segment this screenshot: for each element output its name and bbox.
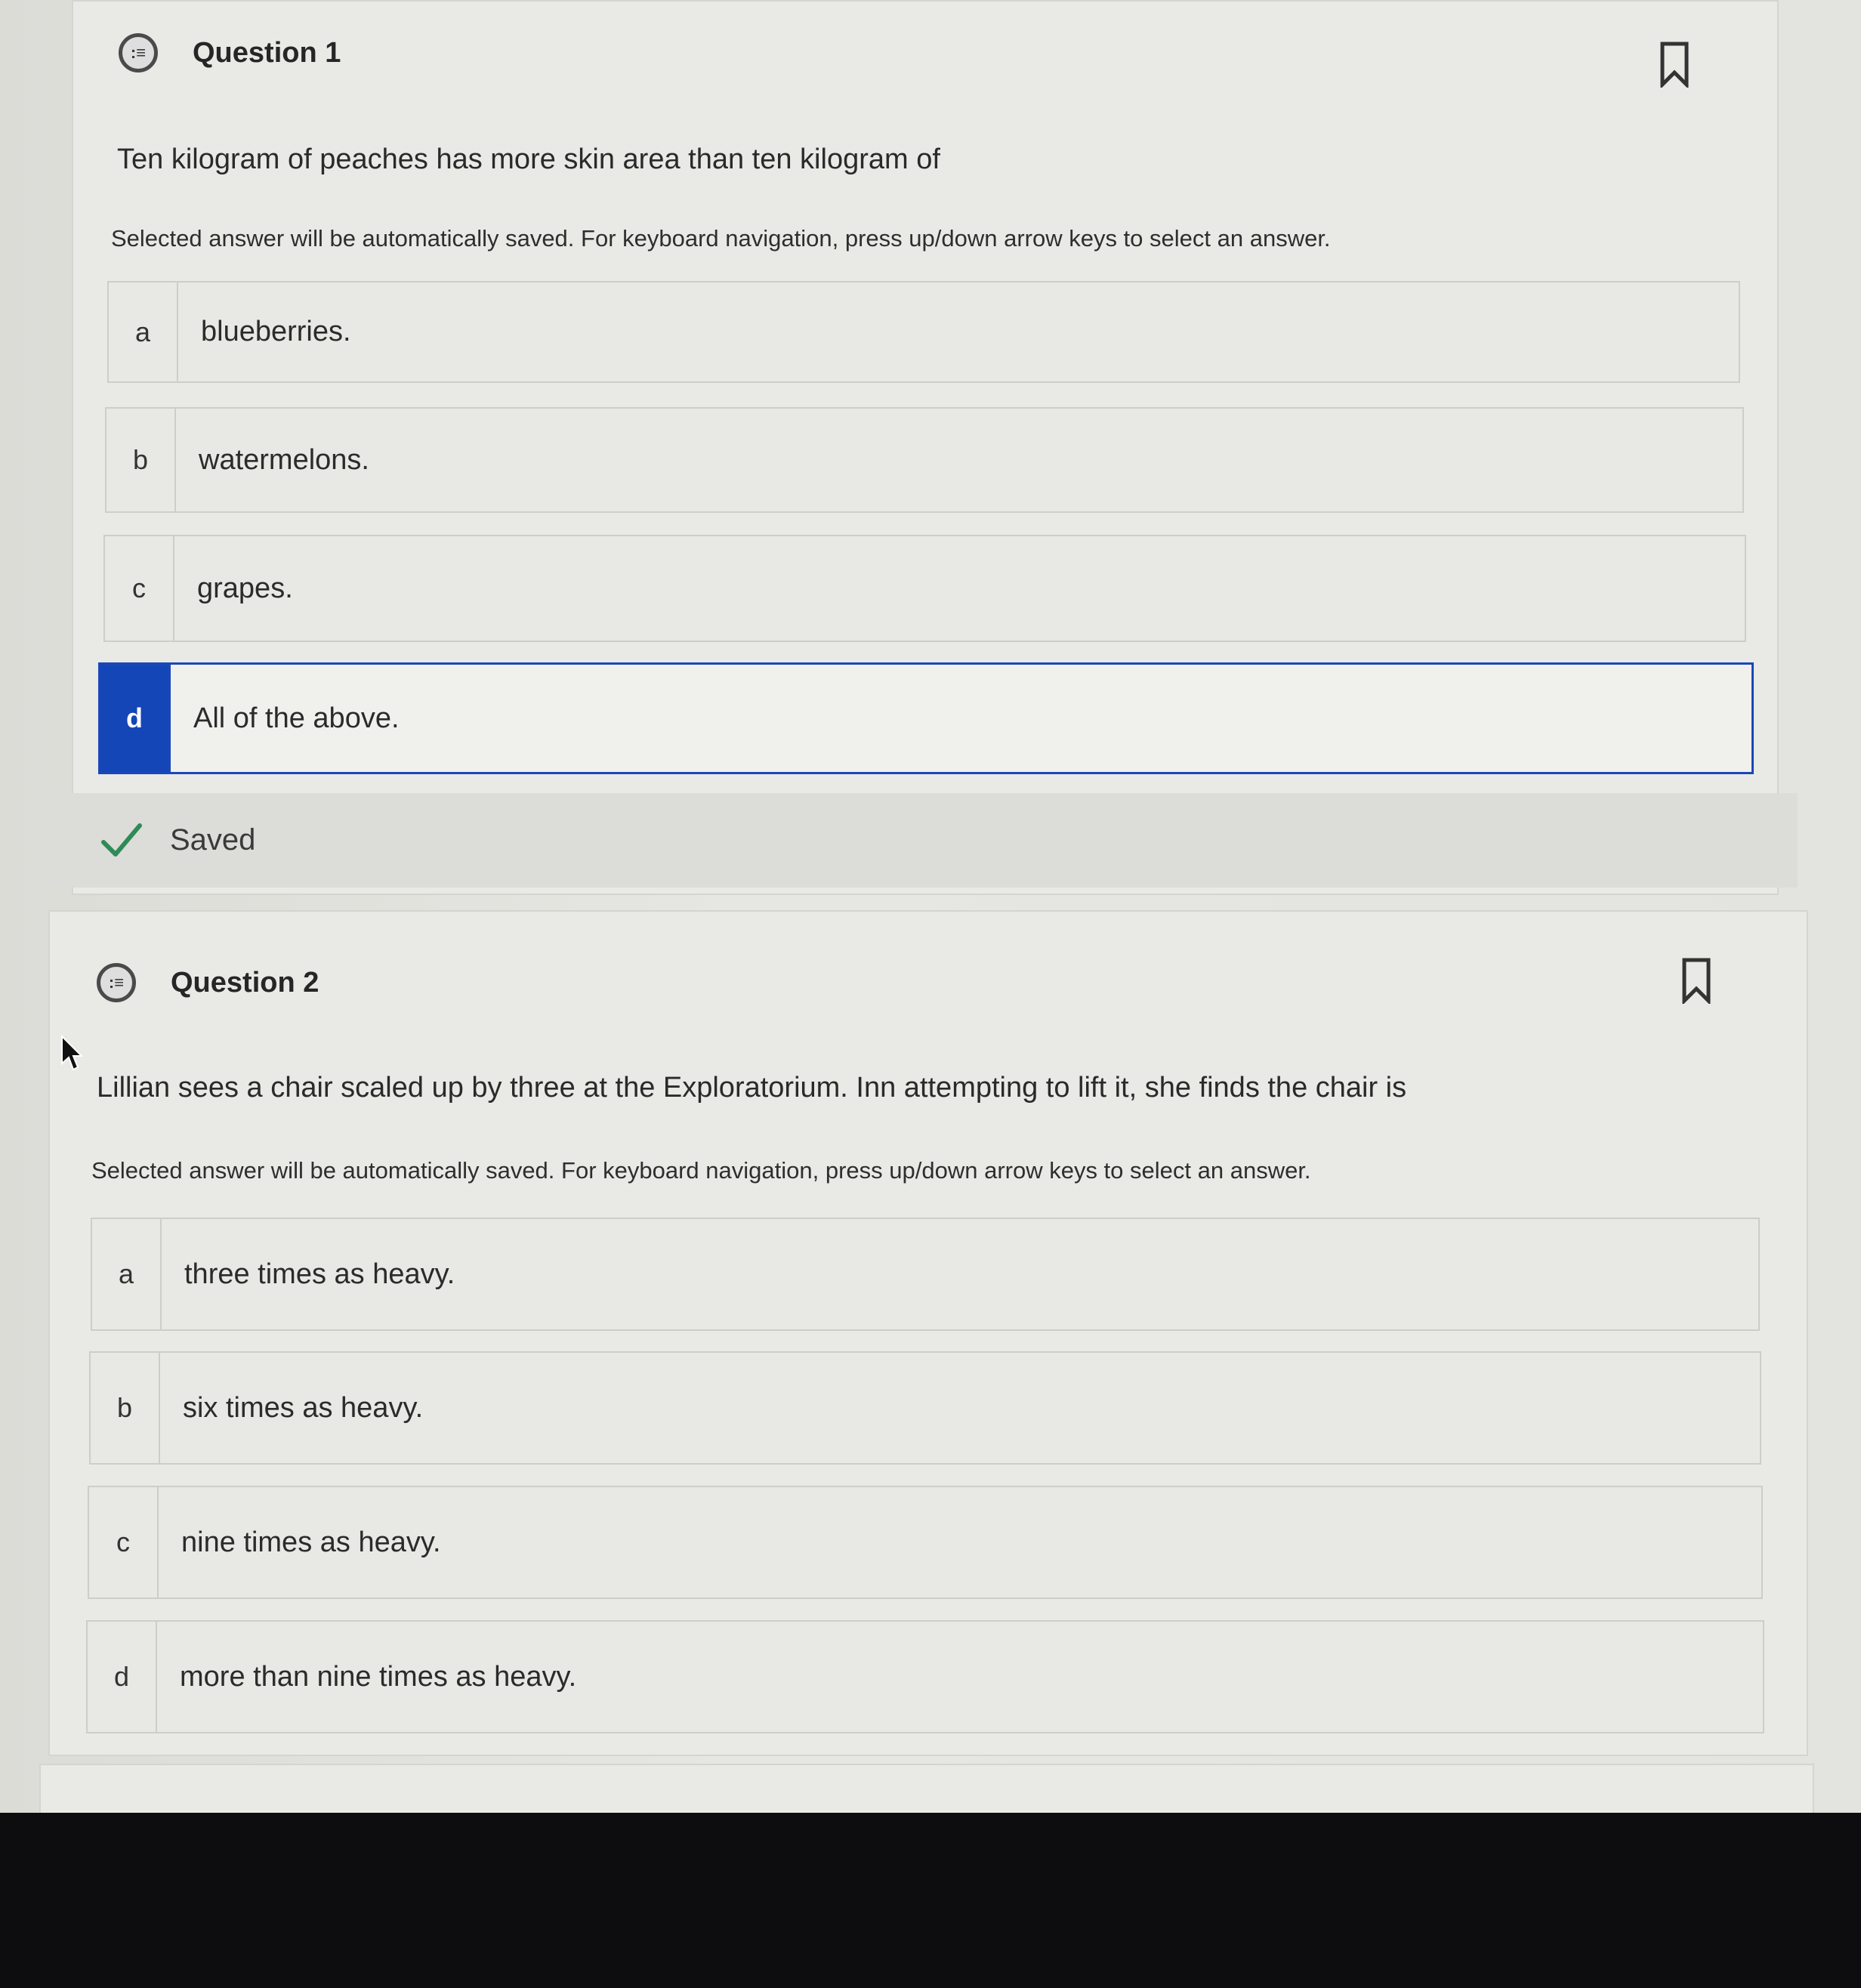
question-text: Ten kilogram of peaches has more skin area than ten kilogram of <box>117 144 940 175</box>
option-text: more than nine times as heavy. <box>180 1660 577 1693</box>
bookmark-icon[interactable] <box>1659 41 1690 88</box>
option-letter: d <box>100 665 171 772</box>
checkmark-icon <box>100 820 143 862</box>
answer-option-a[interactable] <box>91 1218 1760 1331</box>
option-letter: a <box>92 1219 162 1329</box>
question-list-icon: :≡ <box>119 33 158 73</box>
question-list-icon: :≡ <box>97 963 136 1002</box>
answer-option-b[interactable] <box>89 1351 1761 1465</box>
answer-option-a[interactable] <box>107 281 1740 383</box>
option-text: six times as heavy. <box>183 1391 424 1424</box>
answer-option-c[interactable] <box>103 535 1746 642</box>
answer-option-d-selected[interactable] <box>98 662 1754 774</box>
answer-option-b[interactable] <box>105 407 1744 513</box>
bookmark-icon[interactable] <box>1681 957 1711 1004</box>
answer-option-c[interactable] <box>88 1486 1763 1599</box>
question-instructions: Selected answer will be automatically saved. For keyboard navigation, press up/down arrow keys to select an answer. <box>111 225 1331 252</box>
question-text: Lillian sees a chair scaled up by three at the Exploratorium. Inn attempting to lift it, she finds the chair is <box>97 1072 1407 1104</box>
option-text: All of the above. <box>193 702 400 734</box>
saved-label: Saved <box>170 823 256 857</box>
question-header <box>97 963 319 1002</box>
option-text: grapes. <box>197 572 293 604</box>
question-title: Question 1 <box>193 36 341 69</box>
saved-status-bar <box>49 793 1798 888</box>
mouse-cursor-icon <box>60 1035 83 1073</box>
option-letter: c <box>105 536 174 641</box>
option-text: watermelons. <box>199 443 369 476</box>
question-header <box>119 33 341 73</box>
option-text: blueberries. <box>201 316 351 347</box>
screen-bezel <box>0 1813 1861 1988</box>
answer-option-d[interactable] <box>86 1620 1764 1733</box>
option-letter: d <box>88 1622 157 1732</box>
option-letter: b <box>106 409 176 511</box>
question-card-2 <box>48 910 1808 1756</box>
option-letter: a <box>109 282 178 381</box>
option-letter: c <box>89 1487 159 1598</box>
option-text: three times as heavy. <box>184 1258 455 1290</box>
question-instructions: Selected answer will be automatically saved. For keyboard navigation, press up/down arrow keys to select an answer. <box>91 1157 1311 1184</box>
option-text: nine times as heavy. <box>181 1526 441 1558</box>
question-title: Question 2 <box>171 966 319 999</box>
question-card-1 <box>72 0 1779 895</box>
option-letter: b <box>91 1353 160 1463</box>
